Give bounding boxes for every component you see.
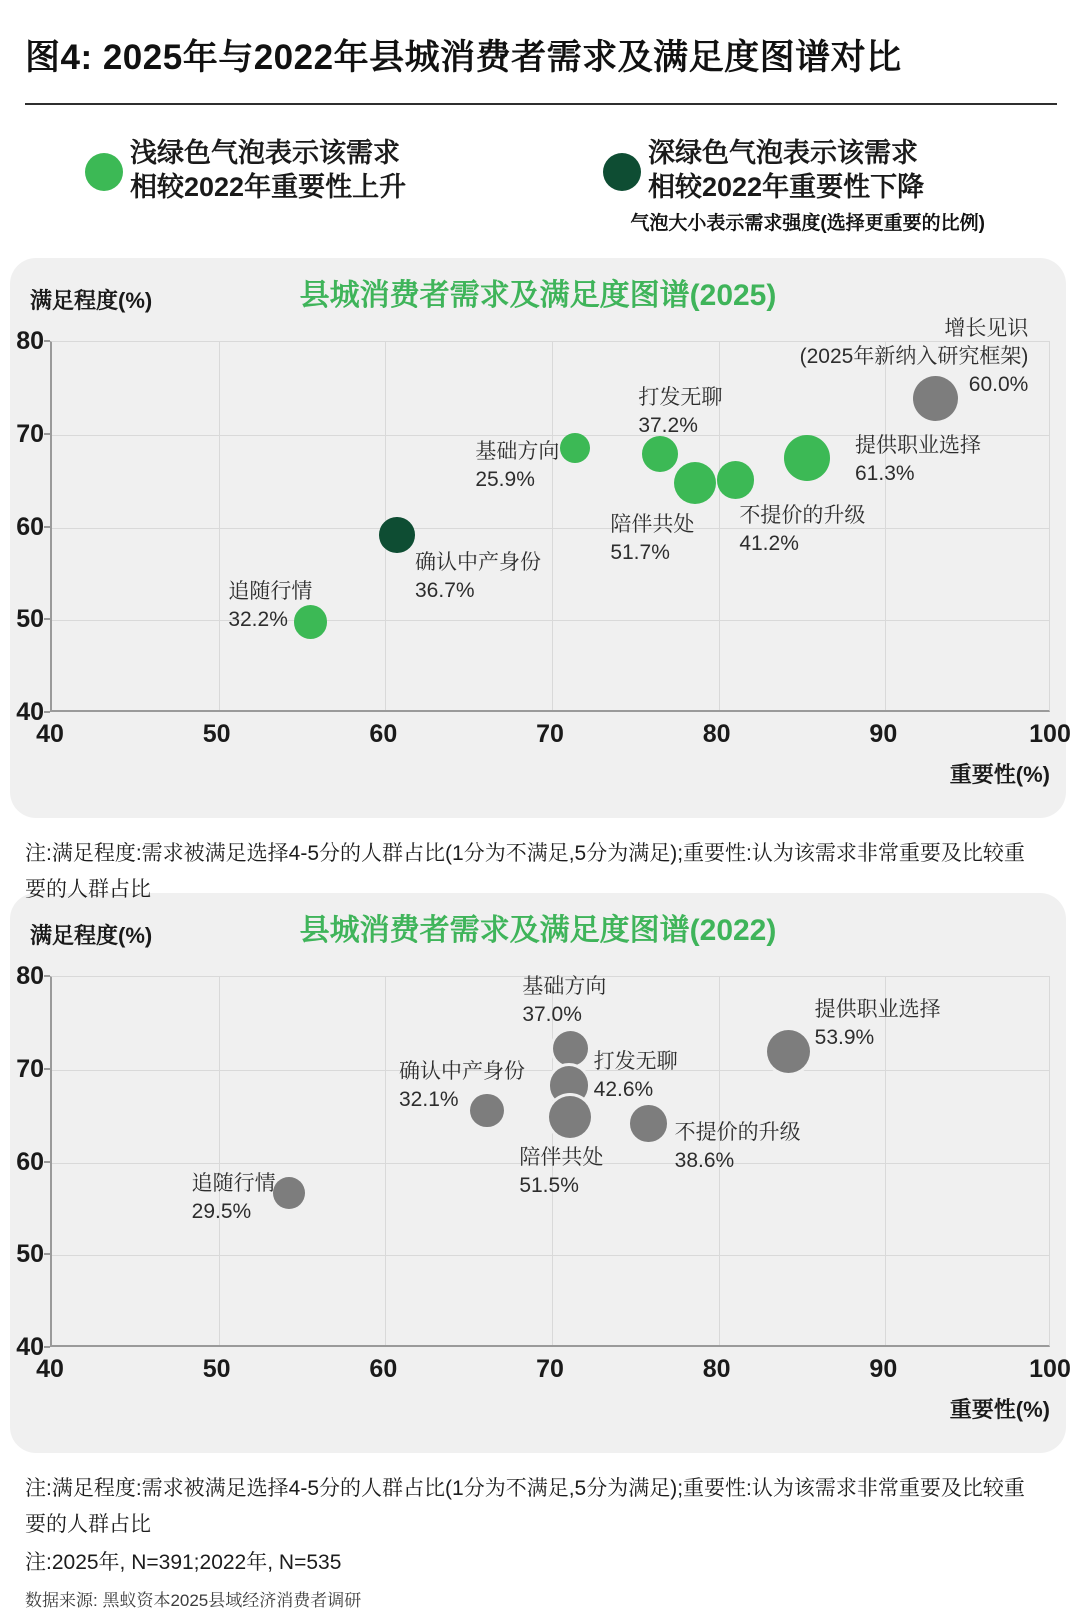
bubble-label-line: 不提价的升级: [674, 1120, 801, 1144]
bubble-6: [767, 1030, 810, 1073]
title-divider: [25, 103, 1057, 105]
x-tick-label: 80: [702, 720, 731, 748]
bubble-label-line: 确认中产身份: [415, 550, 541, 574]
bubble-label-line: 打发无聊: [593, 1049, 678, 1073]
bubble-label-line: 追随行情: [191, 1172, 276, 1196]
bubble-label-line: 41.2%: [739, 532, 799, 556]
bubble-label-line: 42.6%: [593, 1077, 654, 1101]
bubble-label: [815, 996, 941, 1052]
y-tick-mark: [44, 618, 50, 620]
gridline-horizontal: [52, 528, 1049, 529]
gridline-horizontal: [52, 1070, 1049, 1071]
y-tick-label: 60: [16, 1147, 44, 1176]
chart-panel-2022: [10, 893, 1071, 1453]
bubble-label: [475, 438, 559, 494]
plot-area-2025: [50, 316, 1050, 712]
legend-line: 深绿色气泡表示该需求: [648, 138, 918, 168]
legend-item-importance-down: [603, 136, 924, 204]
bubble-label-line: 25.9%: [475, 467, 535, 491]
light-green-bubble-icon: [85, 153, 123, 191]
y-tick-label: 40: [16, 1333, 44, 1361]
bubble-label: [522, 973, 606, 1029]
dark-green-bubble-icon: [603, 153, 641, 191]
y-axis-title: 满足程度(%): [30, 288, 153, 313]
y-tick-label: 50: [16, 605, 44, 634]
bubble-label: [519, 1144, 603, 1200]
bubble-label: [399, 1058, 525, 1114]
chart-title-2025: 县城消费者需求及满足度图谱(2025): [299, 279, 777, 312]
bubble-label-line: 陪伴共处: [610, 512, 695, 536]
bubble-label: [415, 549, 541, 605]
bubble-7: [273, 1177, 305, 1209]
bubble-label: [594, 1048, 678, 1104]
y-tick-mark: [44, 526, 50, 528]
bubble-label-line: 32.1%: [399, 1087, 459, 1111]
bubble-label: [610, 511, 694, 567]
bubble-label-line: 确认中产身份: [399, 1059, 525, 1083]
x-axis-title: 重要性(%): [949, 1397, 1050, 1422]
bubble-label-line: 基础方向: [522, 975, 607, 999]
bubble-1: [553, 1031, 589, 1067]
y-tick-label: 60: [16, 512, 44, 541]
bubble-label-line: 36.7%: [415, 578, 475, 602]
legend-line: 浅绿色气泡表示该需求: [130, 138, 400, 168]
y-tick-mark: [44, 433, 50, 435]
y-tick-mark: [44, 1068, 50, 1070]
gridline-horizontal: [52, 1255, 1049, 1256]
bubble-label-line: 51.7%: [610, 540, 670, 564]
x-tick-label: 80: [702, 1355, 731, 1383]
x-tick-label: 40: [36, 720, 64, 748]
bubble-3: [560, 433, 590, 463]
bubble-label: [228, 578, 312, 634]
x-tick-label: 60: [369, 1355, 398, 1383]
bubble-label-line: 38.6%: [674, 1148, 735, 1172]
bubble-label: [675, 1119, 801, 1175]
x-tick-label: 70: [536, 1355, 564, 1383]
bubble-label: [638, 384, 722, 440]
chart-note-2025: 注:满足程度:需求被满足选择4-5分的人群占比(1分为不满足,5分为满足);重要性:认为该需求非常重要及比较重要的人群占比: [25, 842, 1025, 901]
bubble-label-line: 提供职业选择: [814, 998, 941, 1022]
legend-line: 相较2022年重要性上升: [130, 172, 407, 202]
bubble-label-line: 37.0%: [522, 1003, 582, 1027]
x-tick-label: 100: [1029, 720, 1071, 748]
bubble-label-line: 打发无聊: [638, 386, 723, 410]
y-tick-mark: [44, 711, 50, 713]
x-tick-label: 40: [36, 1355, 64, 1383]
sample-size-note: 注:2025年, N=391;2022年, N=535: [25, 1551, 342, 1574]
gridline-vertical: [219, 977, 220, 1345]
bubble-label-line: 32.2%: [228, 608, 288, 632]
chart-panel-2025: [10, 258, 1071, 818]
bubble-label-line: 51.5%: [519, 1174, 579, 1198]
bubble-label-line: 61.3%: [855, 461, 915, 485]
x-tick-label: 70: [536, 720, 564, 748]
legend-item-importance-up: [85, 136, 406, 204]
x-tick-label: 50: [202, 1355, 231, 1383]
plot-area-2022: [50, 976, 1050, 1347]
gridline-vertical: [385, 977, 386, 1345]
bubble-3: [549, 1096, 591, 1138]
y-tick-label: 40: [16, 698, 44, 726]
y-tick-mark: [44, 1161, 50, 1163]
bubble-label-line: 提供职业选择: [855, 433, 981, 457]
y-axis-title: 满足程度(%): [30, 923, 153, 948]
x-tick-label: 60: [369, 720, 398, 748]
bubble-7: [784, 435, 830, 481]
x-tick-label: 90: [869, 1355, 898, 1383]
y-tick-label: 50: [16, 1240, 44, 1269]
bubble-label: [192, 1170, 276, 1226]
x-tick-label: 100: [1029, 1355, 1071, 1383]
gridline-vertical: [219, 342, 220, 710]
bubble-label: [800, 315, 1029, 399]
y-tick-label: 80: [16, 962, 44, 990]
bubble-label: [739, 502, 865, 558]
bubble-6: [717, 461, 755, 499]
y-tick-label: 80: [16, 327, 44, 355]
bubble-2: [379, 517, 415, 553]
x-tick-label: 50: [202, 720, 231, 748]
bubble-label-line: 不提价的升级: [739, 504, 866, 528]
bubble-label-line: 追随行情: [228, 580, 313, 604]
bubble-label-line: 陪伴共处: [519, 1146, 604, 1170]
gridline-horizontal: [52, 620, 1049, 621]
y-tick-mark: [44, 975, 50, 977]
bubble-4: [642, 436, 678, 472]
data-source-note: 数据来源: 黑蚁资本2025县域经济消费者调研: [25, 1591, 362, 1610]
bubble-5: [674, 462, 716, 504]
bubble-size-note: 气泡大小表示需求强度(选择更重要的比例): [630, 213, 985, 234]
x-axis-title: 重要性(%): [949, 762, 1050, 787]
bubble-5: [630, 1105, 666, 1141]
bubble-label-line: 60.0%: [968, 372, 1029, 396]
y-tick-mark: [44, 340, 50, 342]
chart-title-2022: 县城消费者需求及满足度图谱(2022): [299, 914, 777, 947]
bubble-label: [855, 432, 981, 488]
bubble-label-line: 增长见识: [944, 316, 1029, 340]
bubble-label-line: 53.9%: [814, 1026, 875, 1050]
gridline-vertical: [552, 342, 553, 710]
legend-line: 相较2022年重要性下降: [648, 172, 925, 202]
bubble-label-line: 37.2%: [638, 414, 698, 438]
bubble-label-line: (2025年新纳入研究框架): [799, 344, 1029, 368]
y-tick-mark: [44, 1253, 50, 1255]
y-tick-label: 70: [16, 1054, 44, 1083]
y-tick-label: 70: [16, 419, 44, 448]
chart-note-2022: 注:满足程度:需求被满足选择4-5分的人群占比(1分为不满足,5分为满足);重要性:认为该需求非常重要及比较重要的人群占比: [25, 1477, 1025, 1536]
bubble-label-line: 29.5%: [191, 1200, 252, 1224]
x-tick-label: 90: [869, 720, 898, 748]
y-tick-mark: [44, 1346, 50, 1348]
bubble-label-line: 基础方向: [475, 439, 560, 463]
figure-title: 图4: 2025年与2022年县城消费者需求及满足度图谱对比: [25, 38, 902, 77]
